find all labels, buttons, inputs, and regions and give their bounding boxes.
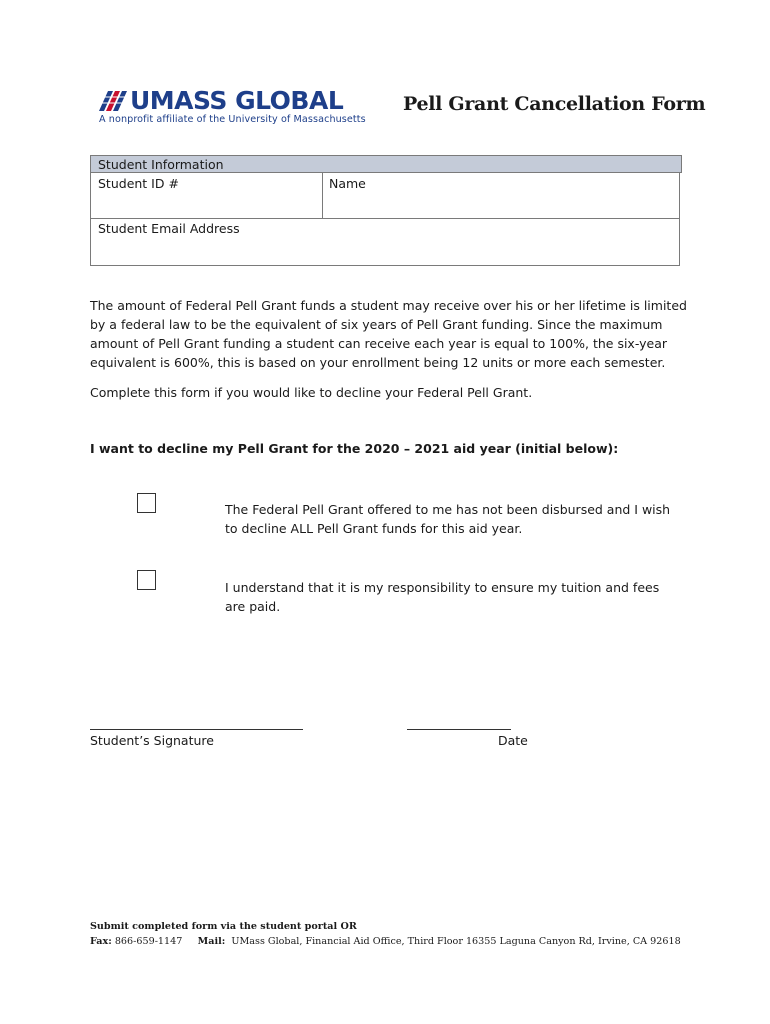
responsibility-checkbox[interactable] <box>137 570 156 590</box>
date-label: Date <box>498 733 528 748</box>
submit-text: Submit completed form via the student portal OR <box>90 921 357 932</box>
pell-limit-paragraph: The amount of Federal Pell Grant funds a student may receive over his or her lifetime is limited by a federal law to be the equivalent of six years of Pell Grant funding. Since the maximum amount of Pell Grant funding a student can receive each year is equal to 100%, the six-year equivalent is 600%, this is based on your enrollment being 12 units or more each semester. <box>90 298 687 370</box>
form-title: Pell Grant Cancellation Form <box>403 93 706 115</box>
student-info-section-label: Student Information <box>98 157 224 172</box>
submit-instruction <box>90 921 357 932</box>
responsibility-text: I understand that it is my responsibility to ensure my tuition and fees are paid. <box>225 580 660 614</box>
student-id-field[interactable]: Student ID # <box>98 176 179 191</box>
logo-text: UMASS GLOBAL <box>130 86 344 115</box>
table-divider-vertical <box>322 173 323 218</box>
fax-number: 866-659-1147 <box>114 936 183 947</box>
fax-label: Fax: <box>90 936 112 947</box>
decline-heading: I want to decline my Pell Grant for the 2020 – 2021 aid year (initial below): <box>90 441 619 456</box>
mail-address: UMass Global, Financial Aid Office, Third Floor 16355 Laguna Canyon Rd, Irvine, CA 92618 <box>231 936 681 947</box>
table-divider-horizontal <box>90 218 680 219</box>
name-field[interactable]: Name <box>329 176 366 191</box>
mail-label: Mail: <box>197 936 226 947</box>
student-email-field[interactable]: Student Email Address <box>98 221 240 236</box>
decline-funds-text: The Federal Pell Grant offered to me has not been disbursed and I wish to decline ALL Pell Grant funds for this aid year. <box>225 502 671 536</box>
student-signature-label: Student’s Signature <box>90 733 214 748</box>
instruction-paragraph: Complete this form if you would like to decline your Federal Pell Grant. <box>90 385 533 400</box>
contact-line <box>90 936 681 947</box>
umass-global-logo-icon <box>99 91 127 111</box>
logo-tagline: A nonprofit affiliate of the University of Massachusetts <box>99 114 366 125</box>
date-line[interactable] <box>407 729 511 730</box>
decline-funds-checkbox[interactable] <box>137 493 156 513</box>
student-signature-line[interactable] <box>90 729 303 730</box>
